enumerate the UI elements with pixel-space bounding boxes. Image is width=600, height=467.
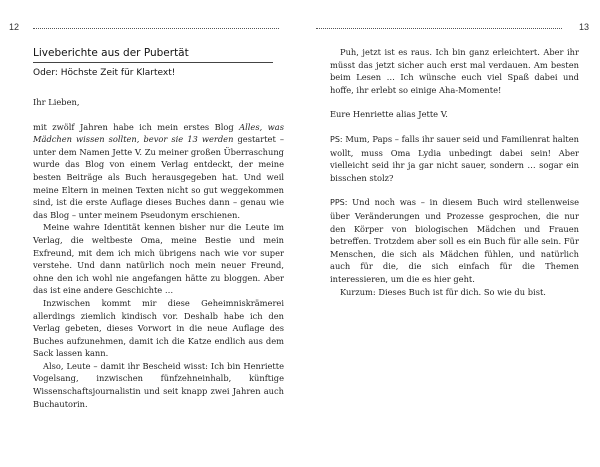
page-number-right: 13 bbox=[578, 22, 589, 32]
paragraph-1 bbox=[33, 121, 284, 222]
ps-label: PS: bbox=[330, 134, 343, 144]
blog-title: Alles, was Mädchen wissen sollten, bevor sie 13 werden bbox=[33, 121, 284, 145]
salutation: Ihr Lieben, bbox=[33, 97, 80, 107]
closing-line: Kurzum: Dieses Buch ist für dich. So wie du bist. bbox=[340, 286, 546, 297]
postscript bbox=[330, 133, 579, 184]
post-postscript bbox=[330, 196, 579, 285]
title-underline bbox=[33, 62, 273, 63]
paragraph-4: Also, Leute – damit ihr Bescheid wisst: Ich bin Henriette Vogelsang, inzwischen fünfzehneinhalb, künftige Wissenschaftsjournalistin und seit knapp zwei Jahren auch Buchautorin. bbox=[33, 360, 284, 409]
paragraph-3: Inzwischen kommt mir diese Geheimniskrämerei allerdings ziemlich kindisch vor. Deshalb habe ich den Verlag gebeten, dieses Vorwort in die neue Auflage des Buches aufzunehmen, damit ich die Katze endlich aus dem Sack lassen kann. bbox=[33, 297, 284, 359]
chapter-title: Liveberichte aus der Pubertät bbox=[33, 47, 189, 59]
pps-label: PPS: bbox=[330, 198, 348, 208]
right-page bbox=[300, 0, 600, 467]
header-dotted-rule-left bbox=[33, 28, 279, 29]
paragraph-1-end: gestartet – unter dem Namen Jette V. Zu meiner großen Überraschung wurde das Blog von einem Verlag entdeckt, der meine besten Beiträge als Buch herausgegeben hat. Und weil meine Eltern in meinen Texten nicht so gut weggekommen sind, ist die erste Auflage dieses Buches dann – genau wie das Blog – unter meinem Pseudonym erschienen. bbox=[33, 134, 284, 220]
right-page-content bbox=[330, 46, 579, 298]
ps-text: Mum, Paps – falls ihr sauer seid und Familienrat halten wollt, muss Oma Lydia unbedingt dabei sein! Aber vielleicht seid ihr ja gar nicht sauer, sondern … sogar ein bisschen stolz? bbox=[330, 133, 579, 183]
signature: Eure Henriette alias Jette V. bbox=[330, 109, 448, 120]
page-number-left: 12 bbox=[9, 22, 20, 32]
paragraph-1-start: mit zwölf Jahren habe ich mein erstes Blog bbox=[33, 121, 240, 132]
header-dotted-rule-right bbox=[316, 28, 562, 29]
left-page-content bbox=[33, 46, 284, 410]
paragraph-relief: Puh, jetzt ist es raus. Ich bin ganz erleichtert. Aber ihr müsst das jetzt sicher auch erst mal verdauen. Am besten beim Lesen … Ich wünsche euch viel Spaß dabei und hoffe, ihr erlebt so einige Aha-Momente! bbox=[330, 47, 579, 95]
pps-text: Und noch was – in diesem Buch wird stellenweise über Veränderungen und Prozesse gesprochen, die nur den Körper von biologischen Mädchen und Frauen betreffen. Trotzdem aber soll es ein Buch für alle sein. Für Menschen, die sich als Mädchen fühlen, und natürlich auch für die, die sich einfach für die Themen interessieren, um die es hier geht. bbox=[330, 197, 579, 284]
chapter-subtitle: Oder: Höchste Zeit für Klartext! bbox=[33, 68, 176, 78]
paragraph-2: Meine wahre Identität kennen bisher nur die Leute im Verlag, die weltbeste Oma, meine Bestie und mein Exfreund, mit dem ich mich übrigens nach wie vor super verstehe. Und dann natürlich noch mein neuer Freund, ohne den ich wohl nie angefangen hätte zu bloggen. Aber das ist eine andere Geschichte … bbox=[33, 222, 284, 296]
